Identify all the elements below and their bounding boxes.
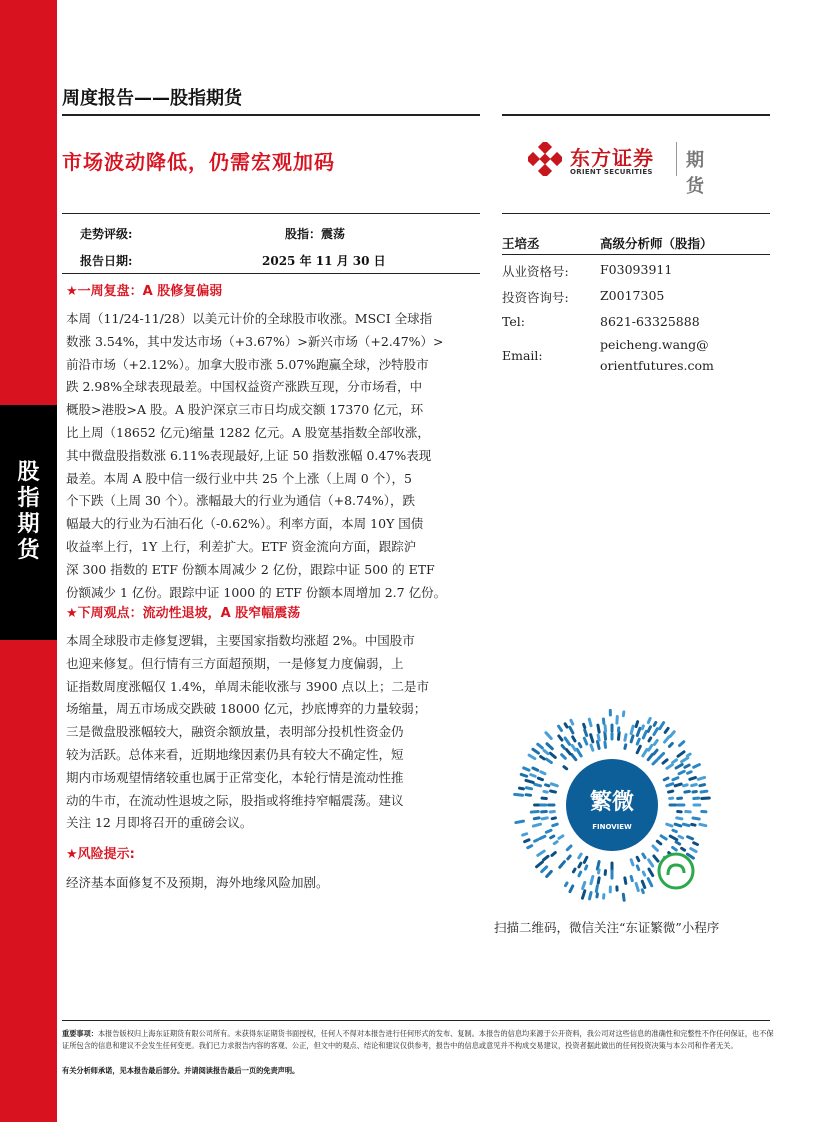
sidebar-label: 股 指 期 货 [17,460,40,563]
consult-label: 投资咨询号: [502,290,569,305]
email-value-line1[interactable]: peicheng.wang@ [600,337,709,352]
header-rule-right [502,114,770,116]
outlook-paragraph: 本周全球股市走修复逻辑，主要国家指数均涨超 2%。中国股市 也迎来修复。但行情有三方面超预期，一是修复力度偏弱，上 证指数周度涨幅仅 1.4%，单周未能收涨与 3900 点以上；二是市 场缩量，周五市场成交跌破 18000 亿元，抄底博弈的力量较弱； 三是微盘股涨幅较大，融资余额放量，表明部分投机性资金仍 较为活跃。总体来看，近期地缘因素仍具有较大不确定性，短 期内市场观望情绪较重也属于正常变化，本轮行情是流动性推 动的牛市，在流动性退坡之际，股指或将维持窄幅震荡。建议 关注 12 月即将召开的重磅会议。 [66,633,429,831]
sidebar-red-top [0,0,57,405]
date-value: 2025 年 11 月 30 日 [262,254,386,268]
mini-program-qr-code [512,705,712,905]
analyst-name: 王培丞 [502,236,540,251]
email-value-line2[interactable]: orientfutures.com [600,358,714,373]
review-paragraph: 本周（11/24-11/28）以美元计价的全球股市收涨。MSCI 全球指 数涨 3.54%，其中发达市场（+3.67%）>新兴市场（+2.47%）> 前沿市场（+2.12%）。加拿大股市涨 5.07%跑赢全球，沙特股市 跌 2.98%全球表现最差。中国权益资产涨跌互现，分市场看，中 概股>港股>A 股。A 股沪深京三市日均成交额 17370 亿元，环 比上周（18652 亿元)缩量 1282 亿元。A 股宽基指数全部收涨， 其中微盘股指数涨 6.11%表现最好,上证 50 指数涨幅 0.47%表现 最差。本周 A 股中信一级行业中共 25 个上涨（上周 0 个），5 个下跌（上周 30 个）。涨幅最大的行业为通信（+8.74%），跌 幅最大的行业为石油石化（-0.62%）。利率方面，本周 10Y 国债 收益率上行，1Y 上行，利差扩大。ETF 资金流向方面，跟踪沪 深 300 指数的 ETF 份额本周减少 2 亿份，跟踪中证 500 的 ETF 份额减少 1 亿份。跟踪中证 1000 的 ETF 份额本周增加 2.7 亿份。 [66,311,447,600]
sidebar-red-bottom [0,640,57,1122]
section-title-review: ★一周复盘：A 股修复偏弱 [66,284,223,299]
logo-chinese: 东方证券 [570,146,654,170]
disclaimer-label: 重要事项： [62,1029,98,1038]
disclaimer [62,1028,774,1051]
section-title-outlook: ★下周观点：流动性退坡，A 股窄幅震荡 [66,606,301,621]
tel-value: 8621-63325888 [600,314,700,329]
analyst-rule [502,254,770,255]
disclaimer-notice: 有关分析师承诺，见本报告最后部分。并请阅读报告最后一页的免责声明。 [62,1066,300,1075]
meta-rule-top [62,213,480,214]
cert-label: 从业资格号: [502,264,569,279]
logo-english: ORIENT SECURITIES [570,168,653,176]
rating-label: 走势评级: [80,227,133,241]
tel-label: Tel: [502,314,525,329]
section-title-risk: ★风险提示: [66,847,135,862]
wechat-miniprogram-icon [659,854,693,888]
risk-text: 经济基本面修复不及预期，海外地缘风险加剧。 [66,875,329,890]
qr-center-text: 繁微 [589,790,635,815]
meta-rule-bottom [62,273,480,274]
cert-value: F03093911 [600,262,673,277]
consult-value: Z0017305 [600,288,665,303]
logo-suffix: 期货 [686,150,704,197]
right-rule-top [502,213,770,214]
email-label: Email: [502,348,543,363]
disclaimer-text: 本报告版权归上海东证期货有限公司所有。未获得东证期货书面授权，任何人不得对本报告进行任何形式的发布、复制。本报告的信息均来源于公开资料，我公司对这些信息的准确性和完整性不作任何保证，也不保证所包含的信息和建议不会发生任何变更。我们已力求报告内容的客观、公正，但文中的观点、结论和建议仅供参考，报告中的信息或意见并不构成交易建议，投资者据此做出的任何投资决策与本公司和作者无关。 [62,1029,774,1050]
document-type: 周度报告——股指期货 [62,88,242,109]
date-label: 报告日期: [80,254,133,268]
analyst-title: 高级分析师（股指） [600,236,713,251]
logo-mark-icon [528,142,562,176]
footer-rule [62,1020,770,1021]
logo-separator [676,142,677,176]
report-headline: 市场波动降低，仍需宏观加码 [62,150,335,174]
qr-center-sub: FINOVIEW [592,823,632,831]
rating-value: 股指：震荡 [285,227,346,241]
qr-caption: 扫描二维码，微信关注“东证繁微”小程序 [494,920,720,935]
header-rule-left [62,114,480,116]
